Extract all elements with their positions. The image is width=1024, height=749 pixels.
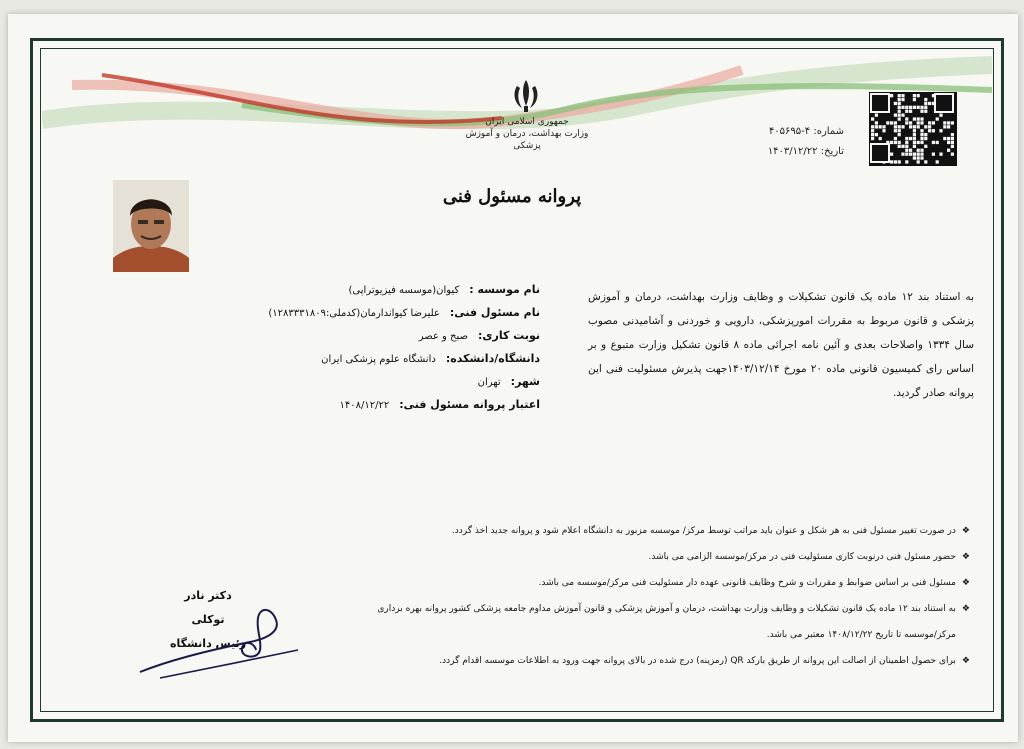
field-label: شهر: [510,375,540,388]
ministry-header [462,116,592,152]
field-value: علیرضا کیواندارمان(کدملی:۱۲۸۳۳۳۱۸۰۹) [268,308,440,319]
bullet-icon: ❖ [961,526,970,536]
field-label: اعتبار پروانه مسئول فنی: [399,398,540,411]
field-row [240,370,540,393]
bullet-icon: ❖ [961,552,970,562]
field-row [240,278,540,301]
note-text: برای حصول اطمینان از اصالت این پروانه از طریق بارکد QR (رمزینه) درج شده در بالای پروانه جهت ورود به اطلاعات موسسه اقدام گردد. [439,656,956,666]
document-date: تاریخ: ۱۴۰۳/۱۲/۲۲ [767,146,844,157]
handwritten-signature [130,590,310,690]
field-row [240,324,540,347]
note-item [150,544,970,570]
license-body-text: به استناد بند ۱۲ ماده یک قانون تشکیلات و وظایف وزارت بهداشت، درمان و آموزش پزشکی و قانون مربوط به مقررات امورپزشکی، دارویی و خوردنی و آشامیدنی مصوب سال ۱۳۳۴ واصلاحات بعدی و آئین نامه اجرائی ماده ۸ قانون تشکیل وزارت متبوع و بر اساس رای کمیسیون قانونی ماده ۲۰ مورخ ۱۴۰۳/۱۲/۱۴جهت پذیرش مسئولیت فنی این پروانه صادر گردید. [588,291,974,399]
note-continuation: مرکز/موسسه تا تاریخ ۱۴۰۸/۱۲/۲۲ معتبر می باشد. [766,630,956,640]
signatory-name: دکتر نادر توکلی [184,589,232,626]
ministry-name: وزارت بهداشت، درمان و آموزش پزشکی [465,129,589,151]
bullet-icon: ❖ [961,578,970,588]
field-row [240,301,540,324]
qr-code [869,92,957,166]
holder-photo [113,180,189,272]
iran-emblem-icon [508,76,544,114]
field-label: نام مسئول فنی: [449,306,540,319]
note-text: در صورت تغییر مسئول فنی به هر شکل و عنوان باید مراتب توسط مرکز/ موسسه مزبور به دانشگاه اعلام شود و پروانه جدید اخذ گردد. [451,526,956,536]
field-row [240,347,540,370]
signatory-title: رئیس دانشگاه [169,637,247,650]
note-item [150,518,970,544]
note-text: مسئول فنی بر اساس ضوابط و مقررات و شرح وظایف قانونی عهده دار مسئولیت فنی مرکز/موسسه می باشد. [538,578,956,588]
bullet-icon: ❖ [961,604,970,614]
field-value: ۱۴۰۸/۱۲/۲۲ [339,400,390,411]
document-title: پروانه مسئول فنی [442,186,582,207]
field-label: دانشگاه/دانشکده: [445,352,540,365]
document-meta [714,122,844,162]
field-value: دانشگاه علوم پزشکی ایران [321,354,436,365]
note-text: به استناد بند ۱۲ ماده یک قانون تشکیلات و وظایف وزارت بهداشت، درمان و آموزش پزشکی و قانون آموزش مداوم جامعه پزشکی کشور پروانه بهره برداری [377,604,956,614]
note-text: حضور مسئول فنی درنوبت کاری مسئولیت فنی در مرکز/موسسه الزامی می باشد. [648,552,956,562]
field-value: کیوان(موسسه فیزیوتراپی) [348,285,460,296]
field-row [240,393,540,416]
field-value: صبح و عصر [418,331,469,342]
field-label: نام موسسه : [469,283,540,296]
bullet-icon: ❖ [961,656,970,666]
field-label: نوبت کاری: [478,329,540,342]
country-name: جمهوری اسلامی ایران [485,117,569,127]
license-fields [240,278,540,416]
document-number: شماره: ۴-۴۰۵۶۹۵ [768,126,844,137]
field-value: تهران [477,377,501,388]
